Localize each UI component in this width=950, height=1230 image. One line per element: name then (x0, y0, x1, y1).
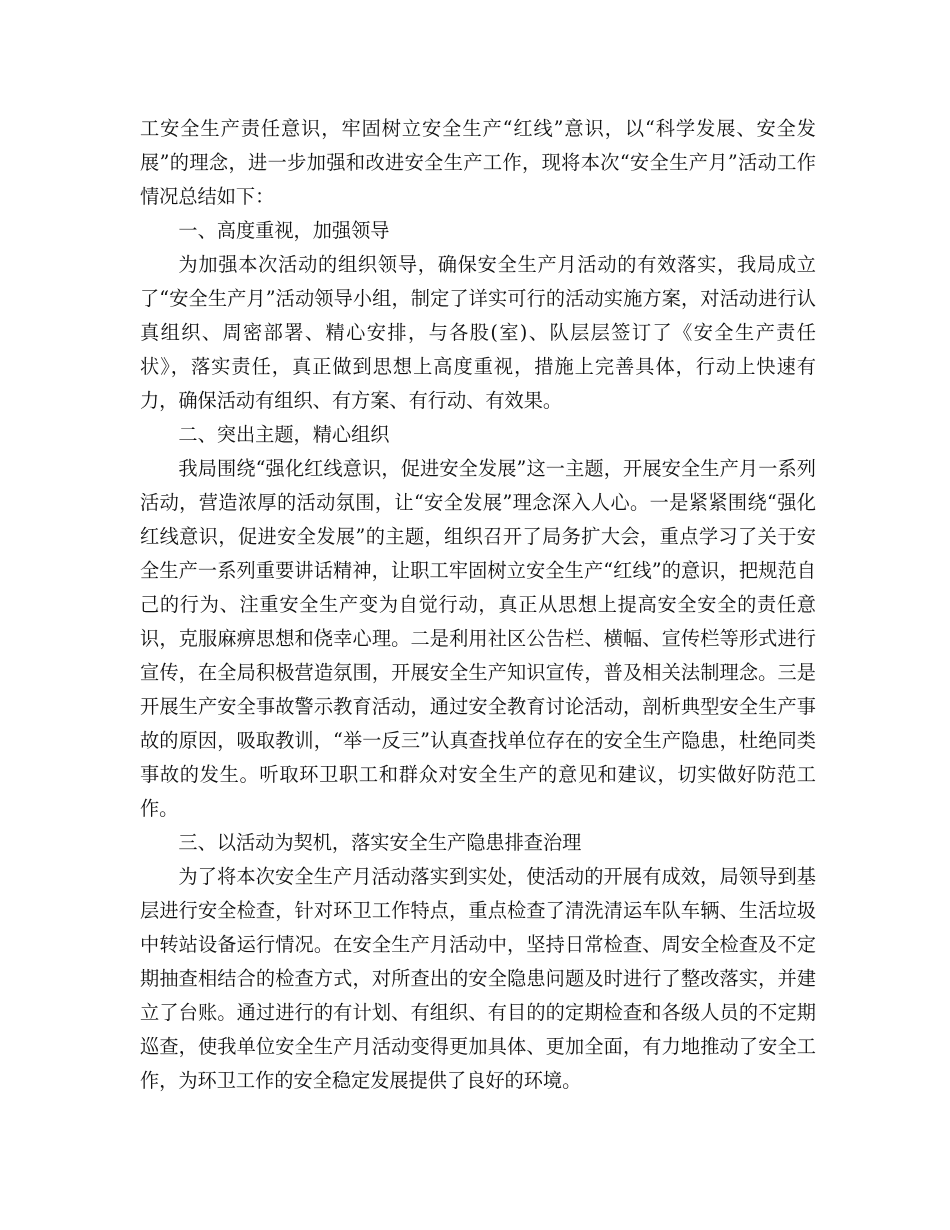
section-heading-1: 一、高度重视，加强领导 (178, 219, 390, 242)
paragraph-section-2: 我局围绕“强化红线意识，促进安全发展”这一主题，开展安全生产月一系列活动，营造浓厚的活动氛围，让“安全发展”理念深入人心。一是紧紧围绕“强化红线意识，促进安全发展”的主题，组织召开了局务扩大会，重点学习了关于安全生产一系列重要讲话精神，让职工牢固树立安全生产“红线”的意识，把规范自己的行为、注重安全生产变为自觉行动，真正从思想上提高安全安全的责任意识，克服麻痹思想和侥幸心理。二是利用社区公告栏、横幅、宣传栏等形式进行宣传，在全局积极营造氛围，开展安全生产知识宣传，普及相关法制理念。三是开展生产安全事故警示教育活动，通过安全教育讨论活动，剖析典型安全生产事故的原因，吸取教训，“举一反三”认真查找单位存在的安全生产隐患，杜绝同类事故的发生。听取环卫职工和群众对安全生产的意见和建议，切实做好防范工作。 (140, 457, 816, 820)
paragraph-section-1: 为加强本次活动的组织领导，确保安全生产月活动的有效落实，我局成立了“安全生产月”活动领导小组，制定了详实可行的活动实施方案，对活动进行认真组织、周密部署、精心安排，与各股(室)、队层层签订了《安全生产责任状》，落实责任，真正做到思想上高度重视，措施上完善具体，行动上快速有力，确保活动有组织、有方案、有行动、有效果。 (140, 253, 816, 412)
document-body (140, 112, 816, 1098)
section-heading-3: 三、以活动为契机，落实安全生产隐患排查治理 (178, 831, 582, 854)
section-heading-2: 二、突出主题，精心组织 (178, 423, 390, 446)
paragraph-intro: 工安全生产责任意识，牢固树立安全生产“红线”意识，以“科学发展、安全发展”的理念，进一步加强和改进安全生产工作，现将本次“安全生产月”活动工作情况总结如下： (140, 117, 816, 208)
paragraph-section-3: 为了将本次安全生产月活动落实到实处，使活动的开展有成效，局领导到基层进行安全检查，针对环卫工作特点，重点检查了清洗清运车队车辆、生活垃圾中转站设备运行情况。在安全生产月活动中，坚持日常检查、周安全检查及不定期抽查相结合的检查方式，对所查出的安全隐患问题及时进行了整改落实，并建立了台账。通过进行的有计划、有组织、有目的的定期检查和各级人员的不定期巡查，使我单位安全生产月活动变得更加具体、更加全面，有力地推动了安全工作，为环卫工作的安全稳定发展提供了良好的环境。 (140, 865, 816, 1092)
